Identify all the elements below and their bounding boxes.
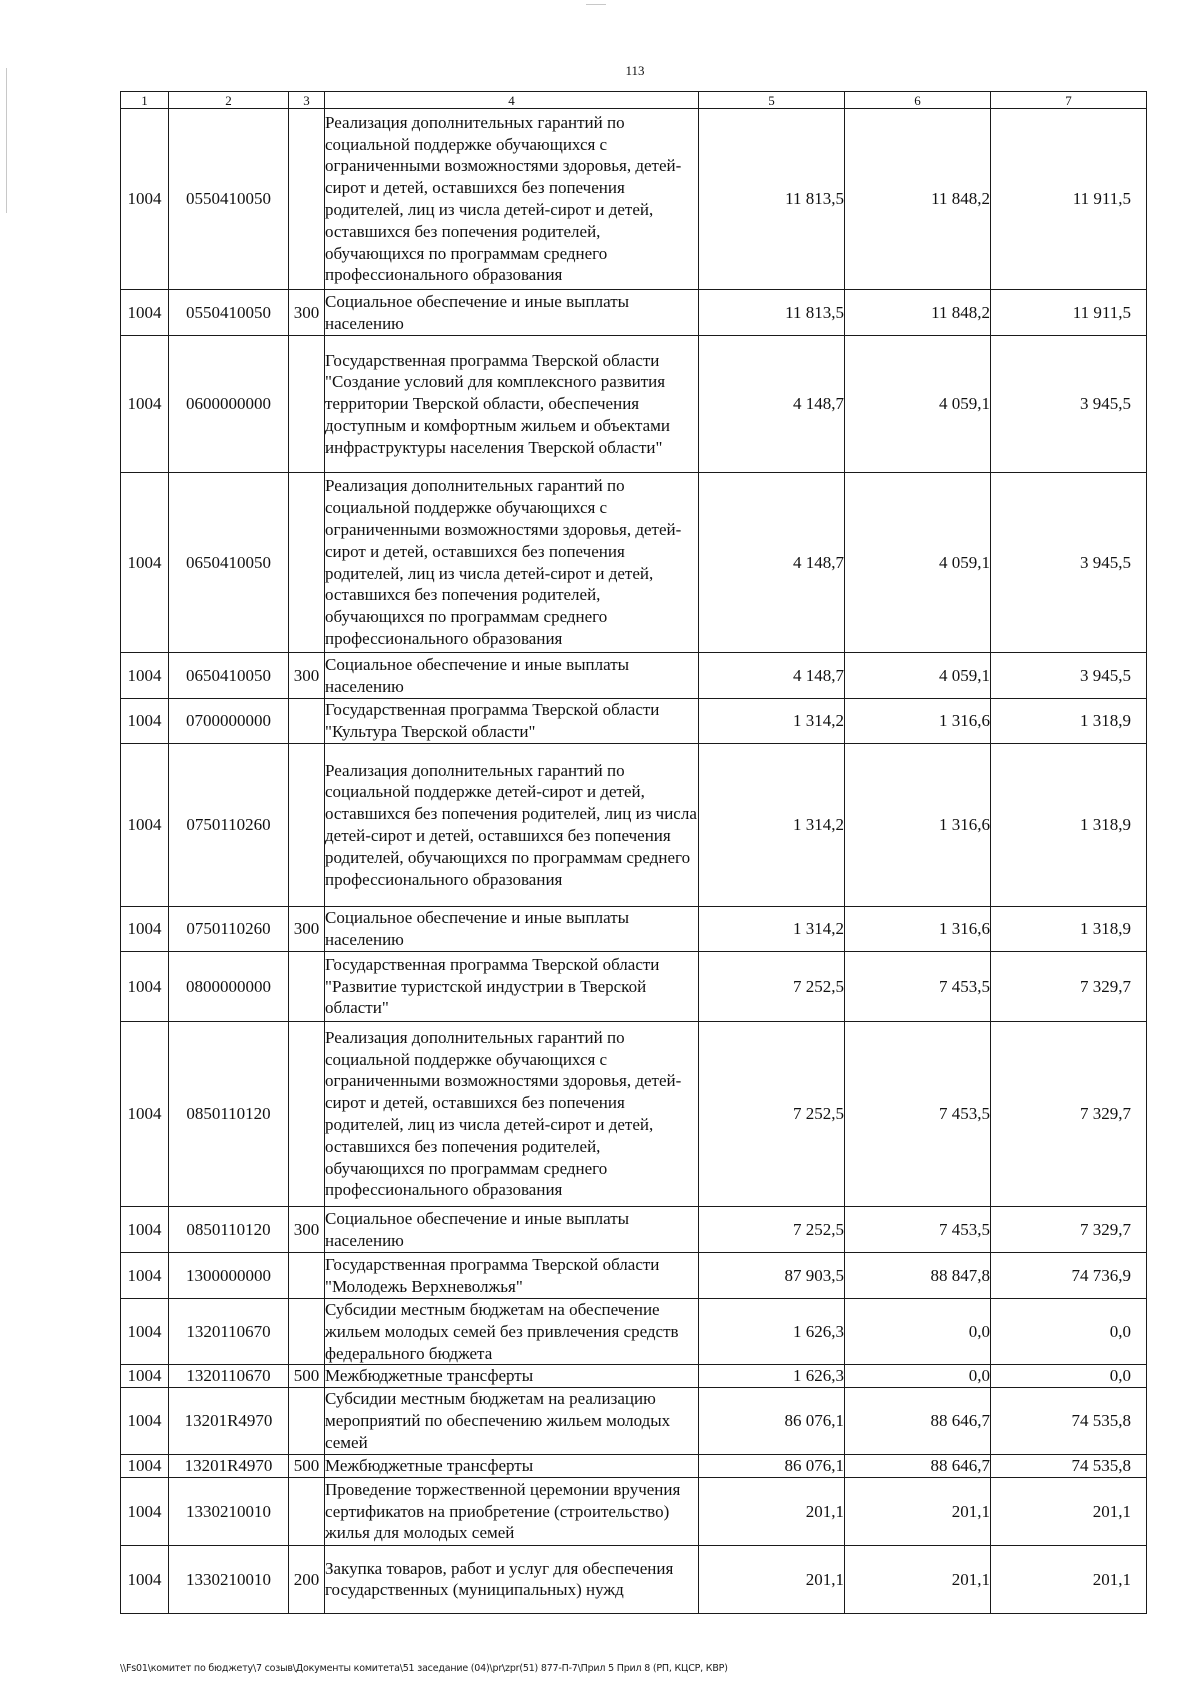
amount-col7-cell: 1 318,9	[991, 907, 1147, 952]
amount-col6-cell: 0,0	[845, 1365, 991, 1388]
amount-col7-cell: 3 945,5	[991, 653, 1147, 699]
table-row	[121, 1477, 1147, 1545]
table-row	[121, 1455, 1147, 1478]
table-row	[121, 1388, 1147, 1455]
amount-col6-cell: 88 646,7	[845, 1388, 991, 1455]
expense-type-cell	[289, 952, 325, 1022]
section-code-cell: 1004	[121, 1207, 169, 1253]
description-cell: Социальное обеспечение и иные выплаты населению	[325, 290, 699, 336]
description-cell: Закупка товаров, работ и услуг для обеспечения государственных (муниципальных) нужд	[325, 1545, 699, 1613]
expense-type-cell: 300	[289, 907, 325, 952]
expense-type-cell: 200	[289, 1545, 325, 1613]
column-header: 3	[289, 92, 325, 109]
amount-col7-cell: 1 318,9	[991, 744, 1147, 907]
amount-col7-cell: 11 911,5	[991, 290, 1147, 336]
section-code-cell: 1004	[121, 1477, 169, 1545]
amount-col5-cell: 11 813,5	[699, 290, 845, 336]
target-code-cell: 1330210010	[169, 1477, 289, 1545]
table-row	[121, 1545, 1147, 1613]
target-code-cell: 0850110120	[169, 1022, 289, 1207]
target-code-cell: 0650410050	[169, 653, 289, 699]
page-number: 113	[625, 63, 645, 78]
target-code-cell: 0750110260	[169, 744, 289, 907]
table-row	[121, 653, 1147, 699]
amount-col7-cell: 1 318,9	[991, 699, 1147, 744]
target-code-cell: 0550410050	[169, 109, 289, 290]
amount-col5-cell: 7 252,5	[699, 1207, 845, 1253]
amount-col7-cell: 7 329,7	[991, 952, 1147, 1022]
amount-col5-cell: 86 076,1	[699, 1388, 845, 1455]
target-code-cell: 0750110260	[169, 907, 289, 952]
amount-col7-cell: 74 535,8	[991, 1388, 1147, 1455]
description-cell: Субсидии местным бюджетам на реализацию мероприятий по обеспечению жильем молодых семей	[325, 1388, 699, 1455]
target-code-cell: 1330210010	[169, 1545, 289, 1613]
expense-type-cell	[289, 744, 325, 907]
section-code-cell: 1004	[121, 290, 169, 336]
budget-table	[120, 91, 1147, 1614]
description-cell: Реализация дополнительных гарантий по социальной поддержке обучающихся с ограниченными возможностями здоровья, детей-сирот и детей, оставшихся без попечения родителей, лиц из числа детей-сирот и детей, оставшихся без попечения родителей, обучающихся по программам среднего профессионального образования	[325, 473, 699, 653]
section-code-cell: 1004	[121, 336, 169, 473]
table-row	[121, 336, 1147, 473]
section-code-cell: 1004	[121, 109, 169, 290]
description-cell: Социальное обеспечение и иные выплаты населению	[325, 653, 699, 699]
target-code-cell: 1320110670	[169, 1365, 289, 1388]
section-code-cell: 1004	[121, 1253, 169, 1299]
section-code-cell: 1004	[121, 699, 169, 744]
amount-col5-cell: 1 314,2	[699, 744, 845, 907]
amount-col7-cell: 7 329,7	[991, 1207, 1147, 1253]
expense-type-cell	[289, 699, 325, 744]
amount-col5-cell: 1 626,3	[699, 1365, 845, 1388]
amount-col6-cell: 0,0	[845, 1299, 991, 1365]
description-cell: Государственная программа Тверской области "Создание условий для комплексного развития территории Тверской области, обеспечения доступным и комфортным жильем и объектами инфраструктуры населения Тверской области"	[325, 336, 699, 473]
description-cell: Социальное обеспечение и иные выплаты населению	[325, 907, 699, 952]
amount-col6-cell: 11 848,2	[845, 109, 991, 290]
target-code-cell: 1300000000	[169, 1253, 289, 1299]
section-code-cell: 1004	[121, 1388, 169, 1455]
column-header: 6	[845, 92, 991, 109]
amount-col6-cell: 1 316,6	[845, 744, 991, 907]
target-code-cell: 0850110120	[169, 1207, 289, 1253]
amount-col6-cell: 1 316,6	[845, 699, 991, 744]
amount-col5-cell: 201,1	[699, 1545, 845, 1613]
amount-col5-cell: 201,1	[699, 1477, 845, 1545]
amount-col6-cell: 88 646,7	[845, 1455, 991, 1478]
amount-col6-cell: 7 453,5	[845, 952, 991, 1022]
target-code-cell: 1320110670	[169, 1299, 289, 1365]
target-code-cell: 0650410050	[169, 473, 289, 653]
amount-col5-cell: 87 903,5	[699, 1253, 845, 1299]
amount-col5-cell: 11 813,5	[699, 109, 845, 290]
amount-col6-cell: 1 316,6	[845, 907, 991, 952]
table-row	[121, 473, 1147, 653]
amount-col6-cell: 4 059,1	[845, 473, 991, 653]
scan-top-dash	[586, 4, 606, 5]
section-code-cell: 1004	[121, 653, 169, 699]
expense-type-cell: 300	[289, 1207, 325, 1253]
expense-type-cell	[289, 1477, 325, 1545]
section-code-cell: 1004	[121, 952, 169, 1022]
section-code-cell: 1004	[121, 907, 169, 952]
section-code-cell: 1004	[121, 1299, 169, 1365]
target-code-cell: 0550410050	[169, 290, 289, 336]
expense-type-cell: 500	[289, 1365, 325, 1388]
amount-col7-cell: 0,0	[991, 1365, 1147, 1388]
amount-col6-cell: 4 059,1	[845, 653, 991, 699]
table-row	[121, 109, 1147, 290]
amount-col6-cell: 11 848,2	[845, 290, 991, 336]
column-header: 5	[699, 92, 845, 109]
amount-col7-cell: 3 945,5	[991, 473, 1147, 653]
description-cell: Реализация дополнительных гарантий по социальной поддержке обучающихся с ограниченными возможностями здоровья, детей-сирот и детей, оставшихся без попечения родителей, лиц из числа детей-сирот и детей, оставшихся без попечения родителей, обучающихся по программам среднего профессионального образования	[325, 109, 699, 290]
amount-col7-cell: 7 329,7	[991, 1022, 1147, 1207]
table-row	[121, 907, 1147, 952]
amount-col5-cell: 7 252,5	[699, 1022, 845, 1207]
expense-type-cell	[289, 1253, 325, 1299]
expense-type-cell	[289, 473, 325, 653]
table-row	[121, 1253, 1147, 1299]
target-code-cell: 0700000000	[169, 699, 289, 744]
expense-type-cell: 500	[289, 1455, 325, 1478]
amount-col7-cell: 0,0	[991, 1299, 1147, 1365]
expense-type-cell: 300	[289, 290, 325, 336]
amount-col7-cell: 201,1	[991, 1477, 1147, 1545]
table-row	[121, 952, 1147, 1022]
amount-col7-cell: 11 911,5	[991, 109, 1147, 290]
amount-col6-cell: 7 453,5	[845, 1022, 991, 1207]
amount-col6-cell: 88 847,8	[845, 1253, 991, 1299]
column-header: 2	[169, 92, 289, 109]
target-code-cell: 13201R4970	[169, 1388, 289, 1455]
amount-col7-cell: 74 736,9	[991, 1253, 1147, 1299]
amount-col7-cell: 3 945,5	[991, 336, 1147, 473]
section-code-cell: 1004	[121, 1365, 169, 1388]
amount-col6-cell: 201,1	[845, 1545, 991, 1613]
column-number-row	[121, 92, 1147, 109]
amount-col5-cell: 1 314,2	[699, 699, 845, 744]
section-code-cell: 1004	[121, 1455, 169, 1478]
target-code-cell: 0800000000	[169, 952, 289, 1022]
target-code-cell: 0600000000	[169, 336, 289, 473]
amount-col6-cell: 4 059,1	[845, 336, 991, 473]
expense-type-cell	[289, 109, 325, 290]
footer-file-path: \\Fs01\комитет по бюджету\7 созыв\Документы комитета\51 заседание (04)\pr\zpr(51) 877-П-7\Прил 5 Прил 8 (РП, КЦСР, КВР)	[120, 1663, 728, 1674]
section-code-cell: 1004	[121, 744, 169, 907]
description-cell: Межбюджетные трансферты	[325, 1455, 699, 1478]
expense-type-cell	[289, 1022, 325, 1207]
amount-col5-cell: 4 148,7	[699, 336, 845, 473]
description-cell: Государственная программа Тверской области "Культура Тверской области"	[325, 699, 699, 744]
table-row	[121, 1207, 1147, 1253]
section-code-cell: 1004	[121, 473, 169, 653]
amount-col5-cell: 1 314,2	[699, 907, 845, 952]
amount-col7-cell: 74 535,8	[991, 1455, 1147, 1478]
amount-col5-cell: 4 148,7	[699, 473, 845, 653]
table-row	[121, 1365, 1147, 1388]
expense-type-cell	[289, 336, 325, 473]
description-cell: Реализация дополнительных гарантий по социальной поддержке обучающихся с ограниченными возможностями здоровья, детей-сирот и детей, оставшихся без попечения родителей, лиц из числа детей-сирот и детей, оставшихся без попечения родителей, обучающихся по программам среднего профессионального образования	[325, 1022, 699, 1207]
scan-edge-line	[6, 68, 7, 213]
description-cell: Реализация дополнительных гарантий по социальной поддержке детей-сирот и детей, оставшихся без попечения родителей, лиц из числа детей-сирот и детей, оставшихся без попечения родителей, обучающихся по программам среднего профессионального образования	[325, 744, 699, 907]
section-code-cell: 1004	[121, 1022, 169, 1207]
table-row	[121, 744, 1147, 907]
description-cell: Социальное обеспечение и иные выплаты населению	[325, 1207, 699, 1253]
column-header: 1	[121, 92, 169, 109]
description-cell: Межбюджетные трансферты	[325, 1365, 699, 1388]
expense-type-cell	[289, 1388, 325, 1455]
expense-type-cell: 300	[289, 653, 325, 699]
amount-col6-cell: 7 453,5	[845, 1207, 991, 1253]
amount-col5-cell: 1 626,3	[699, 1299, 845, 1365]
table-row	[121, 699, 1147, 744]
amount-col7-cell: 201,1	[991, 1545, 1147, 1613]
amount-col6-cell: 201,1	[845, 1477, 991, 1545]
description-cell: Субсидии местным бюджетам на обеспечение жильем молодых семей без привлечения средств федерального бюджета	[325, 1299, 699, 1365]
description-cell: Проведение торжественной церемонии вручения сертификатов на приобретение (строительство) жилья для молодых семей	[325, 1477, 699, 1545]
column-header: 4	[325, 92, 699, 109]
section-code-cell: 1004	[121, 1545, 169, 1613]
description-cell: Государственная программа Тверской области "Молодежь Верхневолжья"	[325, 1253, 699, 1299]
table-row	[121, 1022, 1147, 1207]
table-row	[121, 1299, 1147, 1365]
target-code-cell: 13201R4970	[169, 1455, 289, 1478]
column-header: 7	[991, 92, 1147, 109]
table-row	[121, 290, 1147, 336]
amount-col5-cell: 86 076,1	[699, 1455, 845, 1478]
expense-type-cell	[289, 1299, 325, 1365]
amount-col5-cell: 7 252,5	[699, 952, 845, 1022]
amount-col5-cell: 4 148,7	[699, 653, 845, 699]
description-cell: Государственная программа Тверской области "Развитие туристской индустрии в Тверской области"	[325, 952, 699, 1022]
